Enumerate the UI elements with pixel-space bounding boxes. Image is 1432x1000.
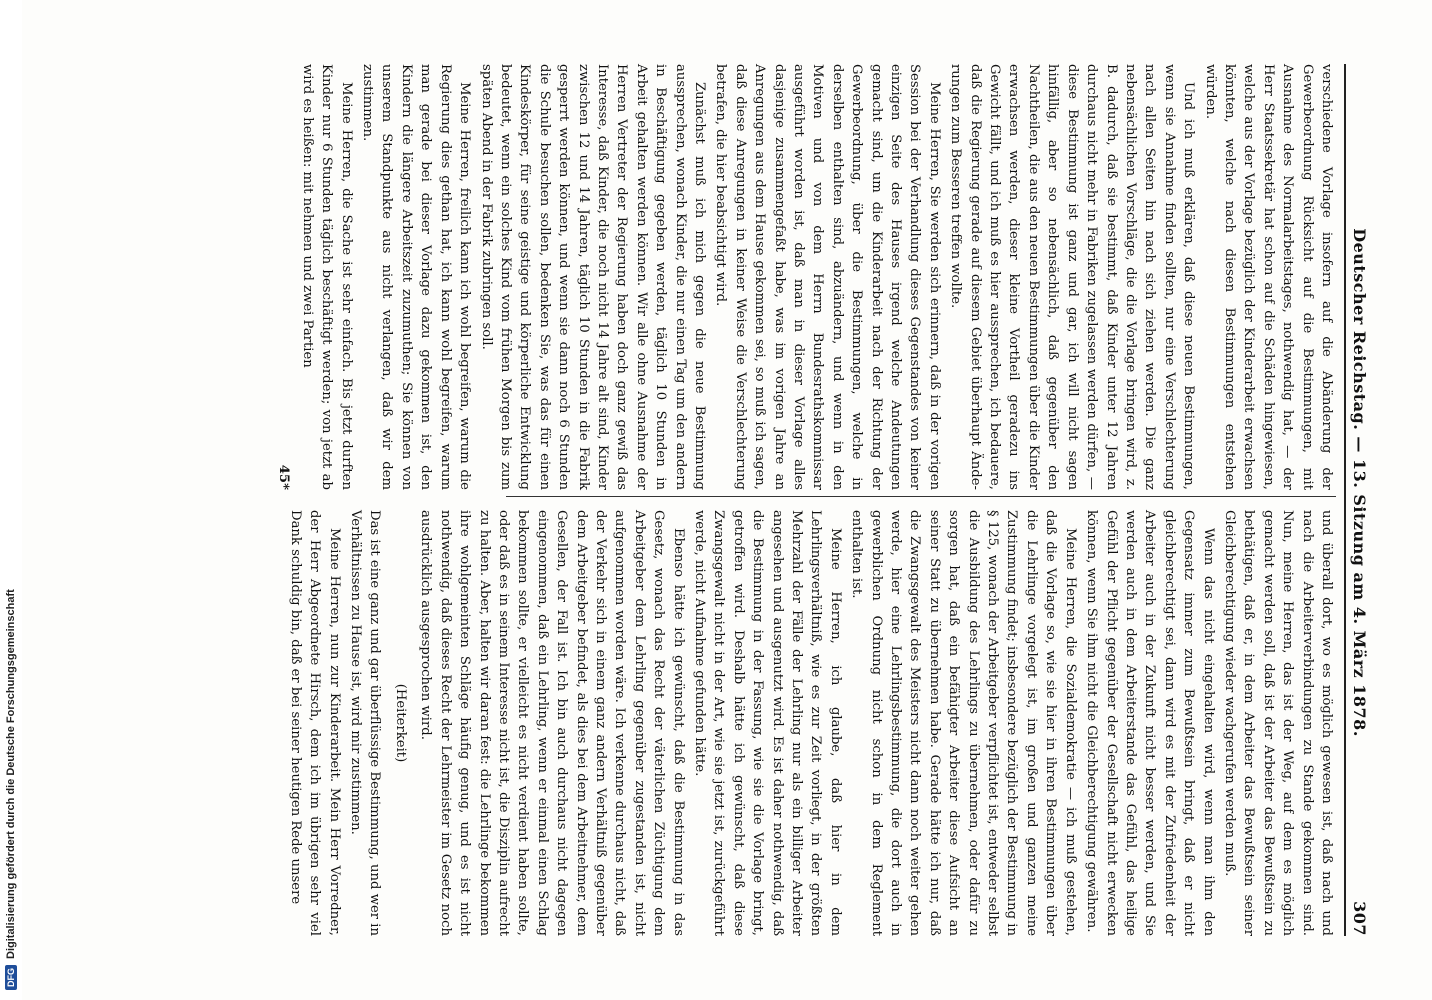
text-column-left xyxy=(276,64,1336,490)
page-title: Deutscher Reichstag. — 13. Sitzung am 4. März 1878. xyxy=(1350,228,1369,737)
paragraph: Und ich muß erklären, daß diese neuen Bestimmungen, wenn sie Annahme finden sollten, nur eine Verschlechterung nach allen Seiten hin nach sich ziehen werden. Die ganz nebensächlichen Vorschläge, die die Vorlage bringen wird, z. B. dadurch, daß sie bestimmt, daß Kinder unter 12 Jahren durchaus nicht mehr in Fabriken zugelassen werden dürfen, — diese Bestimmung ist ganz und gar, ich will nicht sagen hinfällig, aber so nebensächlich, daß gegenüber den Nachtheilen, die aus den neuen Bestimmungen über die Kinder erwachsen werden, dieser kleine Vortheil geradezu ins Gewicht fällt, und ich muß es hier aussprechen, ich bedauere, daß die Regierung gerade auf diesem Gebiet überhaupt Ände-rungen zum Besseren treffen wollte. xyxy=(948,64,1197,490)
paragraph: Meine Herren, die Sache ist sehr einfach. Bis jetzt durften Kinder nur 6 Stunden täglich beschäftigt werden; von jetzt ab wird es heißen: mit nehmen und zwei Partien xyxy=(299,64,354,490)
paragraph: Ebenso hätte ich gewünscht, daß die Bestimmung in das Gesetz, wonach das Recht der väterlichen Züchtigung dem Arbeitgeber dem Lehrling gegenüber zugestanden ist, nicht aufgenommen worden wäre. Ich verkenne durchaus nicht, daß der Verkehr sich in einem ganz andern Verhältniß gegenüber dem Arbeitgeber befindet, als dies bei dem Arbeitnehmer, dem Gesellen, der Fall ist. Ich bin auch durchaus nicht dagegen eingenommen, daß ein Lehrling, wenn er einmal einen Schlag bekommen sollte, er vielleicht es nicht verdient haben sollte, oder daß es in seinem Interesse nicht ist, die Disziplin aufrecht zu halten. Aber, halten wir daran fest: die Lehrlinge bekommen ihre wohlgemeinten Schläge häufig genug, und es ist nicht nothwendig, daß dieses Recht der Lehrmeister im Gesetz noch ausdrücklich ausgesprochen wird. xyxy=(418,510,686,936)
paragraph: Zunächst muß ich mich gegen die neue Bestimmung aussprechen, wonach Kinder, die nur einen Tag um den andern in Beschäftigung gegeben werden, täglich 10 Stunden in Arbeit gehalten werden können. Wir alle ohne Ausnahme der Herren Vertreter der Regierung haben doch ganz gewiß das Interesse, daß Kinder, die noch nicht 14 Jahre alt sind, Kinder zwischen 12 und 14 Jahren, täglich 10 Stunden in die Fabrik gesperrt werden können, und wenn sie dann noch 6 Stunden die Schule besuchen sollen, bedenken Sie, was das für einen Kindeskörper, für seine geistige und körperliche Entwicklung bedeutet, wenn ein solches Kind vom frühen Morgen bis zum späten Abend in der Fabrik zubringen soll. xyxy=(478,64,707,490)
page-number: 307 xyxy=(1350,901,1369,936)
credit-text: Digitalisierung gefördert durch die Deutsche Forschungsgemeinschaft xyxy=(5,589,17,959)
paragraph: verschiedene Vorlage insofern auf die Abänderung der Gewerbeordnung Rücksicht auf die Bestimmungen, mit Ausnahme des Normalarbeitstages, nothwendig hat, — der Herr Staatssekretär hat schon auf die Schäden hingewiesen, welche aus der Vorlage bezüglich der Kinderarbeit erwachsen könnten, welche nach diesen Bestimmungen entstehen würden. xyxy=(1202,64,1334,490)
paragraph: und überall dort, wo es möglich gewesen ist, daß nach und nach die Arbeiterverbindungen zu Stande gekommen sind. Nun, meine Herren, das ist der Weg, auf dem es möglich gemacht werden soll, daß ist der Arbeiter das Bewußtsein zu bethätigen, daß er, in dem Arbeiter das Bewußtsein seiner Gleichberechtigung wieder wachgerufen werden muß. xyxy=(1221,510,1334,936)
signature-mark: 45* xyxy=(276,464,292,490)
digitization-credit-bar xyxy=(0,0,22,1000)
paragraph: Das ist eine ganz und gar überflüssige Bestimmung, und wer in Verhältnissen zu Hause ist, wird mir zustimmen. xyxy=(348,510,383,936)
paragraph: Meine Herren, die Sozialdemokratie — ich muß gestehen, daß die Vorlage so, wie sie hier in ihren Bestimmungen über die Lehrlinge vorgelegt ist, im großen und ganzen meine Zustimmung findet; insbesondere bezüglich der Bestimmung in § 125, wonach der Arbeitgeber verpflichtet ist, entweder selbst die Ausbildung des Lehrlings zu übernehmen, oder dafür zu sorgen hat, daß ein befähigter Arbeiter diese Aufsicht an seiner Statt zu übernehmen habe. Gerade hätte ich nur, daß die Zwangsgewalt des Meisters nicht dann noch weiter gehen werde, hier eine Lehrlingsbestimmung, die dort auch in gewerblichen Ordnung nicht schon in dem Reglement enthalten ist. xyxy=(849,510,1078,937)
paragraph: Meine Herren, ich glaube, daß hier in dem Lehrlingsverhältniß, wie es zur Zeit vorliegt, in der größten Mehrzahl der Fälle der Lehrling nur als ein billiger Arbeiter angesehen und ausgenutzt wird. Es ist daher nothwendig, daß die Bestimmung in der Fassung, wie sie die Vorlage bringt, getroffen wird. Deshalb hätte ich gewünscht, daß diese Zwangsgewalt nicht in der Art, wie sie jetzt ist, zurückgeführt werde, nicht Aufnahme gefunden hätte. xyxy=(692,510,843,936)
paragraph: Meine Herren, nun zur Kinderarbeit. Mein Herr Vorredner, der Herr Abgeordnete Hirsch, dem ich im übrigen sehr viel Dank schuldig bin, daß er bei seiner heutigen Rede unsere xyxy=(287,510,342,936)
page-header xyxy=(1350,64,1380,936)
column-divider xyxy=(506,496,1336,497)
paragraph: Meine Herren, Sie werden sich erinnern, daß in der vorigen Session bei der Verhandlung dieses Gegenstandes von keiner einzigen Seite des Hauses irgend welche Andeutungen gemacht sind, um die Kinderarbeit nach der Richtung der Gewerbeordnung, über die Bestimmungen, welche in derselben enthalten sind, abzuändern, und wenn in den Motiven und von dem Herrn Bundesrathskommissar ausgeführt worden ist, daß man in dieser Vorlage alles dasjenige zusammengefaßt habe, was im vorigen Jahre an Anregungen aus dem Hause gekommen sei, so muß ich sagen, daß diese Anregungen in keiner Weise die Verschlechterung betrafen, die hier beabsichtigt wird. xyxy=(713,64,942,490)
paragraph: Wenn das nicht eingehalten wird, wenn man ihm den Gegensatz immer zum Bewußtsein bringt, daß er nicht gleichberechtigt sei, dann wird es mit der Zufriedenheit der Arbeiter auch in der Zukunft nicht besser werden, und Sie werden auch in dem Arbeiterstande das Gefühl, das heilige Gefühl der Pflicht gegenüber der Gesellschaft nicht erwecken können, wenn Sie ihm nicht die Gleichberechtigung gewähren. xyxy=(1084,510,1216,936)
stage-direction: (Heiterkeit) xyxy=(392,683,408,763)
header-rule xyxy=(1344,64,1346,936)
digitization-credit xyxy=(0,0,22,1000)
dfg-logo: DFG xyxy=(5,965,17,990)
paragraph: Meine Herren, freilich kann ich wohl begreifen, warum die Regierung dies gethan hat, ich kann wohl begreifen, warum man gerade bei dieser Vorlage dazu gekommen ist, den Kindern die längere Arbeitszeit zuzumuthen; Sie können von unserem Standpunkte aus nicht verlangen, daß wir dem zustimmen. xyxy=(360,64,473,490)
text-column-right xyxy=(287,510,1336,937)
